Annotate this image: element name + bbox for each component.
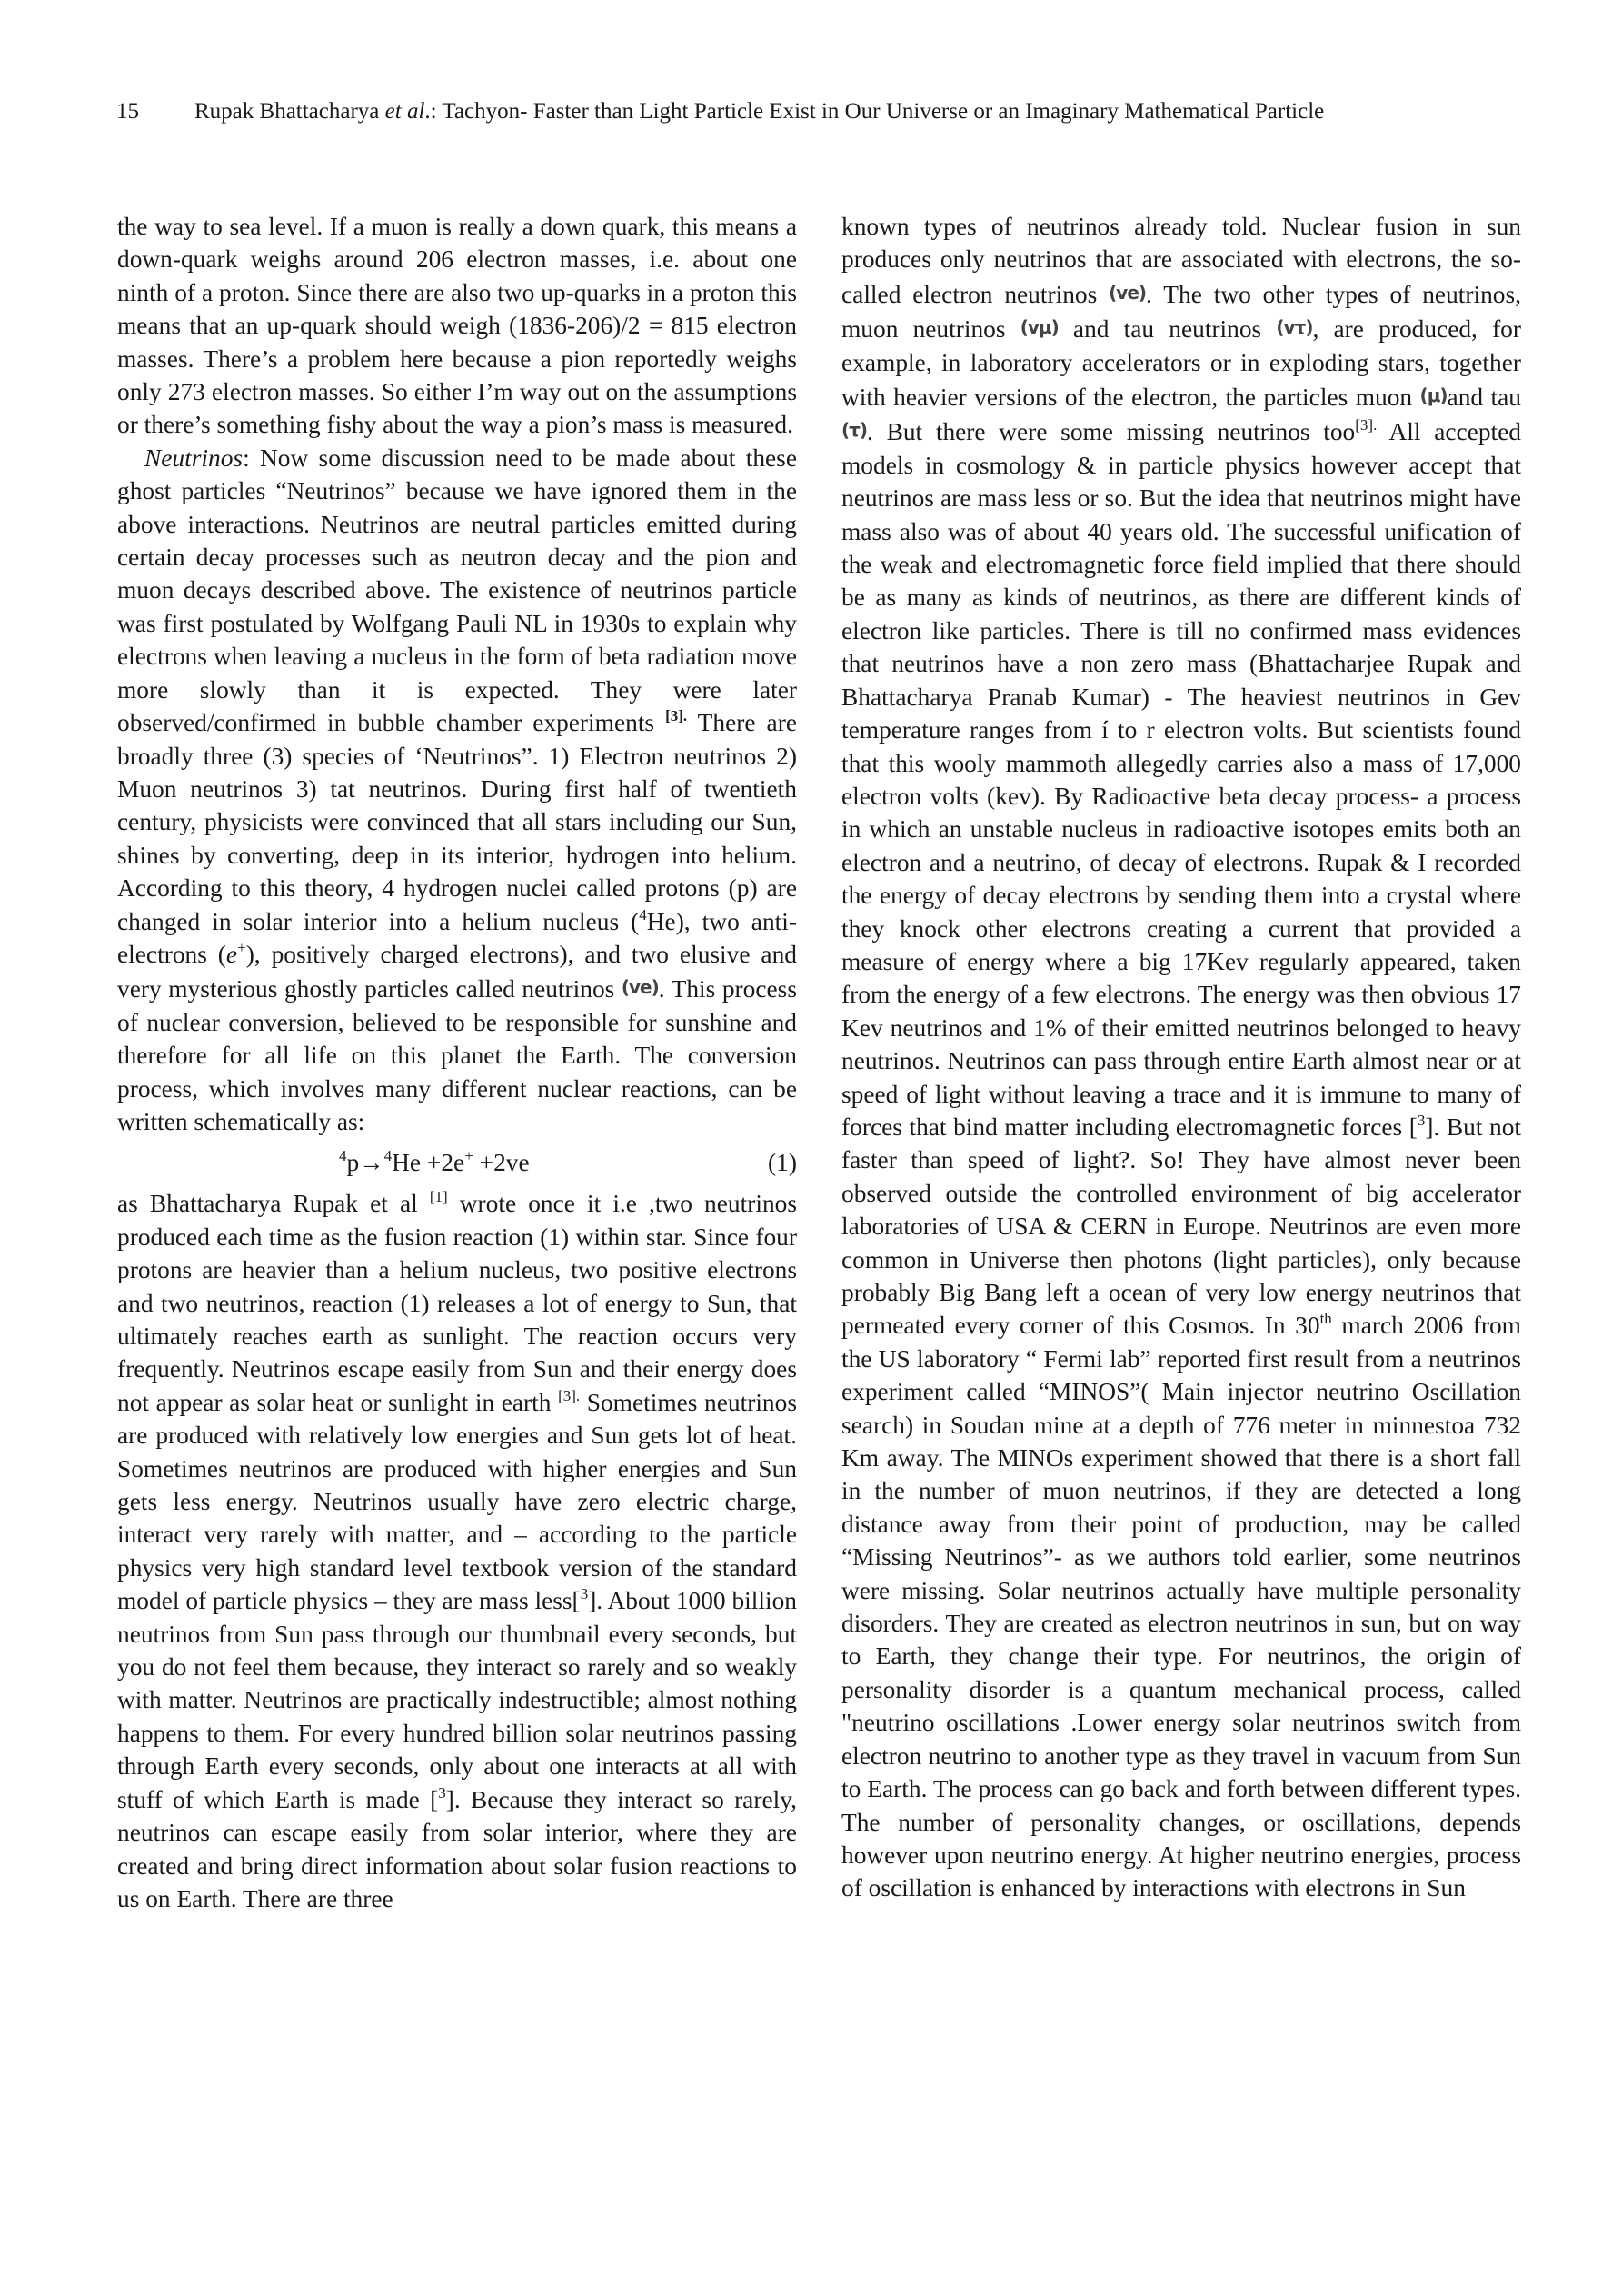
left-column bbox=[117, 210, 797, 1915]
text: . But there were some missing neutrinos too bbox=[867, 418, 1356, 446]
paragraph bbox=[117, 1187, 797, 1915]
citation: 3 bbox=[580, 1585, 589, 1603]
text: There are broadly three (3) species of ‘Neutrinos”. 1) Electron neutrinos 2) Muon neutrinos 3) tat neutrinos. During first half of twentieth century, physicists were convinced that all stars including our Sun, shines by converting, deep in its interior, hydrogen into helium. According to this theory, 4 hydrogen nuclei called protons (p) are changed in solar interior into a helium nucleus ( bbox=[117, 709, 797, 935]
text: as Bhattacharya Rupak et al bbox=[117, 1190, 430, 1218]
tau-symbol: (τ) bbox=[841, 419, 868, 442]
nu-mu-symbol: (vμ) bbox=[1020, 316, 1059, 339]
text: , are produced, for example, in laboratory accelerators or in exploding stars, together with heavier versions of the electron, the particles muon bbox=[841, 315, 1522, 412]
text: ]. But not faster than speed of light?. So! They have almost never been observed outside the controlled environment of big accelerator laboratories of USA & CERN in Europe. Neutrinos are even more common in Universe then photons (light particles), only because probably Big Bang left a ocean of very low energy neutrinos that permeated every corner of this Cosmos. In 30 bbox=[841, 1113, 1521, 1340]
header-et-al: et al bbox=[384, 99, 425, 124]
superscript: + bbox=[237, 938, 246, 956]
header-authors: Rupak Bhattacharya bbox=[194, 99, 385, 124]
superscript: th bbox=[1319, 1310, 1332, 1328]
equation-body bbox=[339, 1142, 530, 1183]
text: . This process of nuclear conversion, believed to be responsible for sunshine and therefore for all life on this planet the Earth. The conversion process, which involves many different nuclear reactions, can be written schematically as: bbox=[117, 975, 797, 1135]
citation: [3]. bbox=[558, 1386, 581, 1404]
superscript: 4 bbox=[383, 1147, 393, 1165]
text: Sometimes neutrinos are produced with relatively low energies and Sun gets lot of heat. Sometimes neutrinos are produced with higher energies and Sun gets less energy. Neutrinos usually have zero electric charge, interact very rarely with matter, and – according to the particle physics very high standard level textbook version of the standard model of particle physics – they are mass less[ bbox=[117, 1388, 797, 1615]
symbol-e: e bbox=[225, 940, 238, 968]
text: He +2e bbox=[392, 1149, 465, 1177]
paragraph-neutrinos bbox=[117, 442, 797, 1139]
text: ]. About 1000 billion neutrinos from Sun pass through our thumbnail every seconds, but you do not feel them because, they interact so rarely and so weakly with matter. Neutrinos are practically indestructible; almost nothing happens to them. For every hundred billion solar neutrinos passing through Earth every seconds, only about one interacts at all with stuff of which Earth is made [ bbox=[117, 1587, 797, 1813]
mu-symbol: (μ) bbox=[1419, 384, 1448, 407]
text: known types of neutrinos already told. Nuclear fusion in sun produces only neutrinos that are associated with electrons, the so-called electron neutrinos bbox=[841, 213, 1521, 308]
text: wrote once it i.e ,two neutrinos produced each time as the fusion reaction (1) within star. Since four protons are heavier than a helium nucleus, two positive electrons and two neutrinos, reaction (1) releases a lot of energy to Sun, that ultimately reaches earth as sunlight. The reaction occurs very frequently. Neutrinos escape easily from Sun and their energy does not appear as solar heat or sunlight in earth bbox=[117, 1190, 797, 1416]
superscript: 4 bbox=[639, 905, 647, 923]
text: . The two other types of neutrinos, muon neutrinos bbox=[841, 280, 1522, 344]
superscript: 4 bbox=[339, 1147, 347, 1165]
right-column bbox=[841, 210, 1521, 1905]
paragraph bbox=[841, 210, 1521, 1905]
citation: 3 bbox=[1417, 1111, 1426, 1129]
citation: [3]. bbox=[665, 707, 688, 725]
citation: [1] bbox=[429, 1188, 448, 1206]
header-title: .: Tachyon- Faster than Light Particle Exist in Our Universe or an Imaginary Mathematical Particle bbox=[424, 99, 1325, 124]
page-number: 15 bbox=[116, 99, 139, 124]
paragraph bbox=[117, 210, 797, 442]
text: +2ve bbox=[473, 1149, 530, 1177]
text: and tau neutrinos bbox=[1072, 315, 1277, 344]
equation-number: (1) bbox=[768, 1149, 797, 1177]
text: the way to sea level. If a muon is really a down quark, this means a down-quark weighs around 206 electron masses, i.e. about one ninth of a proton. Since there are also two up-quarks in a proton this means that an up-quark should weigh (1836-206)/2 = 815 electron masses. There’s a problem here because a pion reportedly weighs only 273 electron masses. So either I’m way out on the assumptions or there’s something fishy about the way a pion’s mass is measured. bbox=[117, 213, 797, 439]
nu-e-symbol: (ve) bbox=[621, 976, 659, 999]
equation-1 bbox=[117, 1142, 797, 1183]
running-header bbox=[116, 96, 1534, 127]
text: ), positively charged electrons), and two elusive and very mysterious ghostly particles called neutrinos bbox=[117, 940, 797, 1003]
text: : Now some discussion need to be made about these ghost particles “Neutrinos” because we have ignored them in the above interactions. Neutrinos are neutral particles emitted during certain decay processes such as neutron decay and the pion and muon decays described above. The existence of neutrinos particle was first postulated by Wolfgang Pauli NL in 1930s to explain why electrons when leaving a nucleus in the form of beta radiation move more slowly than it is expected. They were later observed/confirmed in bubble chamber experiments bbox=[117, 444, 797, 737]
nu-e-symbol: (ve) bbox=[1109, 281, 1147, 304]
nu-tau-symbol: (vτ) bbox=[1276, 316, 1313, 339]
text: and tau bbox=[1447, 384, 1522, 412]
text: He), two anti-electrons ( bbox=[117, 907, 797, 968]
superscript: + bbox=[464, 1147, 473, 1165]
citation: [3]. bbox=[1355, 416, 1378, 434]
section-label: Neutrinos bbox=[144, 444, 244, 472]
text: ]. Because they interact so rarely, neutrinos can escape easily from solar interior, where they are created and bring direct information about solar fusion reactions to us on Earth. There are three bbox=[117, 1785, 797, 1912]
citation: 3 bbox=[438, 1783, 446, 1802]
text: All accepted models in cosmology & in particle physics however accept that neutrinos are mass less or so. But the idea that neutrinos might have mass also was of about 40 years old. The successful unification of the weak and electromagnetic force field implied that there should be as many as kinds of neutrinos, as there are different kinds of electron like particles. There is till no confirmed mass evidences that neutrinos have a non zero mass (Bhattacharjee Rupak and Bhattacharya Pranab Kumar) - The heaviest neutrinos in Gev temperature ranges from í to r electron volts. But scientists found that this wooly mammoth allegedly carries also a mass of 17,000 electron volts (kev). By Radioactive beta decay process- a process in which an unstable nucleus in radioactive isotopes emits both an electron and a neutrino, of decay of electrons. Rupak & I recorded the energy of decay electrons by sending them into a crystal where they knock other electrons creating a current that provided a measure of energy where a big 17Kev regularly appeared, taken from the energy of a few electrons. The energy was then obvious 17 Kev neutrinos and 1% of their emitted neutrinos belonged to heavy neutrinos. Neutrinos can pass through entire Earth almost near or at speed of light without leaving a trace and it is immune to many of forces that bind matter including electromagnetic forces [ bbox=[841, 418, 1521, 1141]
text: march 2006 from the US laboratory “ Fermi lab” reported first result from a neutrinos experiment called “MINOS”( Main injector neutrino Oscillation search) in Soudan mine at a depth of 776 meter in minnestoa 732 Km away. The MINOs experiment showed that there is a short fall in the number of muon neutrinos, if they are detected a long distance away from their point of production, may be called “Missing Neutrinos”- as we authors told earlier, some neutrinos were missing. Solar neutrinos actually have multiple personality disorders. They are created as electron neutrinos in sun, but on way to Earth, they change their type. For neutrinos, the origin of personality disorder is a quantum mechanical process, called "neutrino oscillations .Lower energy solar neutrinos switch from electron neutrino to another type as they travel in vacuum from Sun to Earth. The process can go back and forth between different types. The number of personality changes, or oscillations, depends however upon neutrino energy. At higher neutrino energies, process of oscillation is enhanced by interactions with electrons in Sun bbox=[841, 1312, 1521, 1902]
text: p→ bbox=[346, 1149, 384, 1177]
